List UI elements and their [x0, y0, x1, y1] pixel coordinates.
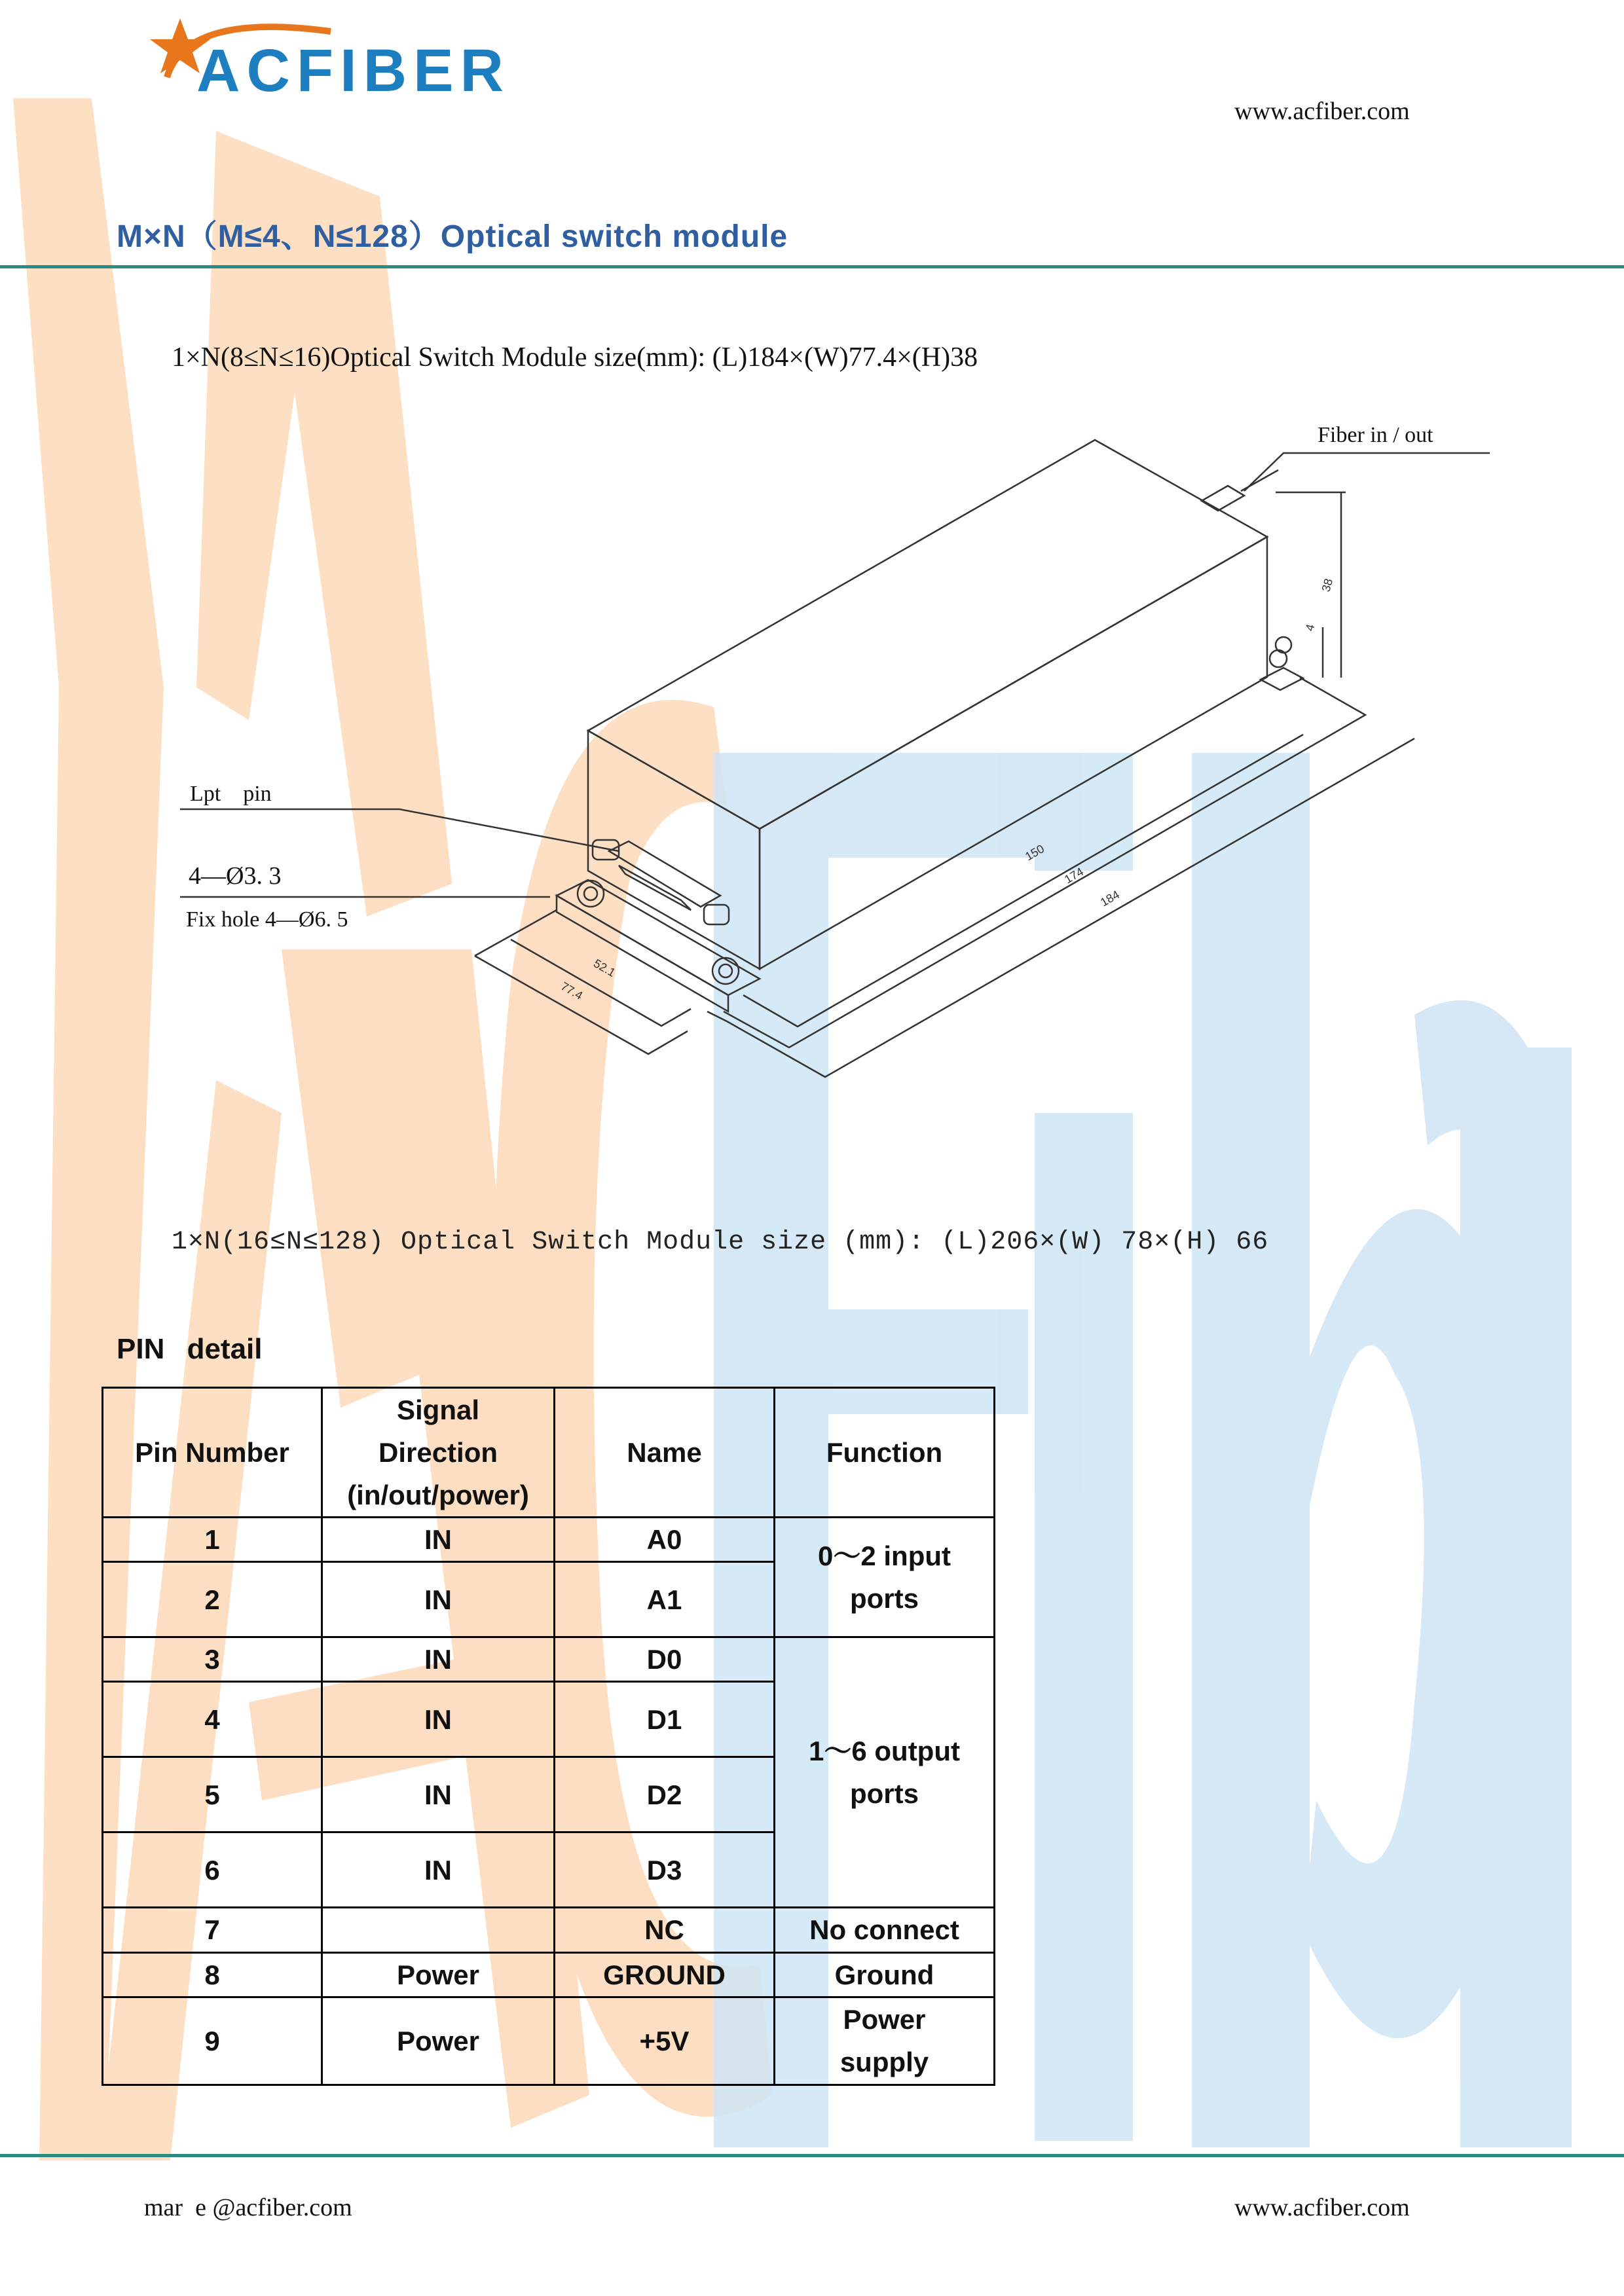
- function-cell-output: [775, 1637, 995, 1908]
- label-hole-33: 4—Ø3. 3: [189, 862, 282, 890]
- function-cell-input: [775, 1518, 995, 1637]
- name-cell: D2: [555, 1757, 775, 1832]
- pin-cell: 1: [103, 1518, 322, 1562]
- direction-cell: IN: [322, 1832, 555, 1908]
- footer-email[interactable]: mar e @acfiber.com: [144, 2194, 352, 2221]
- name-cell: A0: [555, 1518, 775, 1562]
- direction-cell: IN: [322, 1637, 555, 1682]
- svg-text:174: 174: [1062, 865, 1086, 886]
- svg-text:184: 184: [1098, 888, 1122, 909]
- pin-cell: 4: [103, 1682, 322, 1757]
- name-cell: D3: [555, 1832, 775, 1908]
- function-output-line1: 1～6 output: [809, 1736, 960, 1767]
- table-row: [103, 1908, 995, 1952]
- function-cell-power: [775, 1997, 995, 2085]
- header-signal-line2: Direction: [378, 1437, 498, 1468]
- header-function: Function: [775, 1388, 995, 1518]
- header-signal-line1: Signal: [396, 1394, 480, 1425]
- pin-cell: 6: [103, 1832, 322, 1908]
- module-size-caption-large: 1×N(16≤N≤128) Optical Switch Module size (mm): (L)206×(W) 78×(H) 66: [172, 1228, 1269, 1257]
- table-row: [103, 1997, 995, 2085]
- module-size-caption-small: 1×N(8≤N≤16)Optical Switch Module size(mm): (L)184×(W)77.4×(H)38: [172, 342, 978, 373]
- header-website[interactable]: www.acfiber.com: [1234, 98, 1410, 125]
- table-header-row: [103, 1388, 995, 1518]
- function-power-line1: Power: [843, 2004, 926, 2035]
- direction-cell: Power: [322, 1952, 555, 1997]
- page-title: M×N（M≤4、N≤128）Optical switch module: [117, 219, 788, 254]
- name-cell: A1: [555, 1562, 775, 1637]
- label-fiber-in-out: Fiber in / out: [1318, 423, 1433, 447]
- direction-cell: IN: [322, 1518, 555, 1562]
- name-cell: +5V: [555, 1997, 775, 2085]
- direction-cell: IN: [322, 1682, 555, 1757]
- pin-cell: 7: [103, 1908, 322, 1952]
- header-divider: [0, 265, 1624, 268]
- header-signal-direction: [322, 1388, 555, 1518]
- name-cell: D0: [555, 1637, 775, 1682]
- header-pin-number: Pin Number: [103, 1388, 322, 1518]
- function-cell-ground: Ground: [775, 1952, 995, 1997]
- function-input-line2: ports: [850, 1583, 919, 1614]
- header-name: Name: [555, 1388, 775, 1518]
- table-row: [103, 1637, 995, 1682]
- name-cell: GROUND: [555, 1952, 775, 1997]
- svg-text:38: 38: [1319, 577, 1336, 594]
- name-cell: D1: [555, 1682, 775, 1757]
- svg-text:52.1: 52.1: [591, 957, 618, 979]
- function-output-line2: ports: [850, 1778, 919, 1810]
- function-power-line2: supply: [840, 2047, 929, 2078]
- table-row: [103, 1952, 995, 1997]
- label-fix-hole: Fix hole 4—Ø6. 5: [186, 907, 348, 932]
- pin-cell: 2: [103, 1562, 322, 1637]
- footer-divider: [0, 2154, 1624, 2157]
- label-lpt-pin: Lpt pin: [190, 782, 272, 806]
- svg-text:150: 150: [1023, 842, 1047, 864]
- header-signal-line3: (in/out/power): [347, 1480, 529, 1511]
- function-cell-nc: No connect: [775, 1908, 995, 1952]
- direction-cell: [322, 1908, 555, 1952]
- table-row: [103, 1518, 995, 1562]
- pin-detail-table: [101, 1387, 995, 2086]
- footer-website[interactable]: www.acfiber.com: [1234, 2194, 1410, 2221]
- name-cell: NC: [555, 1908, 775, 1952]
- pin-detail-heading: PIN detail: [117, 1333, 263, 1365]
- function-input-line1: 0～2 input: [817, 1540, 951, 1572]
- pin-cell: 9: [103, 1997, 322, 2085]
- direction-cell: IN: [322, 1757, 555, 1832]
- pin-cell: 3: [103, 1637, 322, 1682]
- direction-cell: Power: [322, 1997, 555, 2085]
- svg-text:4: 4: [1302, 623, 1318, 633]
- svg-text:77.4: 77.4: [559, 979, 585, 1002]
- module-drawing: [0, 393, 1624, 1113]
- pin-cell: 5: [103, 1757, 322, 1832]
- brand-name: ACFIBER: [196, 37, 510, 104]
- pin-cell: 8: [103, 1952, 322, 1997]
- direction-cell: IN: [322, 1562, 555, 1637]
